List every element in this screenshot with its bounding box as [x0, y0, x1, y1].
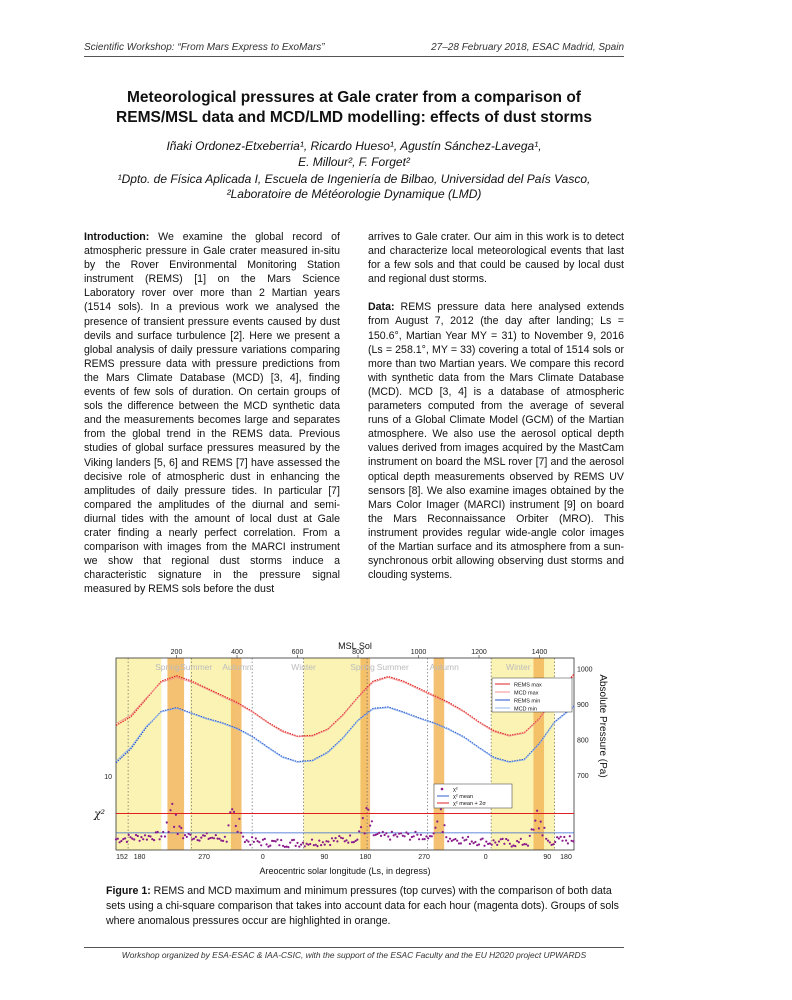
figure-caption: [106, 884, 624, 929]
chi-point: [316, 845, 318, 847]
chi-point: [389, 839, 391, 841]
top-tick-label: 600: [291, 649, 304, 656]
legend-bottom-label: χ²: [453, 787, 458, 794]
chi-point: [424, 838, 426, 840]
chi-point: [404, 835, 406, 837]
chi-point: [237, 831, 239, 833]
chi-point: [483, 845, 485, 847]
chi-point: [491, 844, 493, 846]
chi-point: [531, 828, 533, 830]
chi-point: [534, 820, 536, 822]
chi-point: [518, 841, 520, 843]
chi-point: [124, 837, 126, 839]
chi-point: [561, 840, 563, 842]
chi-point: [509, 843, 511, 845]
top-tick-label: 1000: [410, 649, 427, 656]
chi-point: [547, 840, 549, 842]
x-tick-label: 180: [359, 854, 372, 861]
chi-point: [454, 838, 456, 840]
chi-point: [296, 842, 298, 844]
chi-point: [447, 840, 449, 842]
top-tick-label: 1400: [531, 649, 548, 656]
chi-point: [255, 837, 257, 839]
chi-point: [304, 845, 306, 847]
legend-bottom-swatch: [441, 788, 444, 791]
chi-point: [218, 838, 220, 840]
intro-heading: Introduction:: [84, 231, 150, 243]
season-label: Winter: [506, 662, 531, 672]
season-label: Spring: [350, 662, 375, 672]
chi-point: [425, 835, 427, 837]
x-tick-label: 0: [260, 854, 265, 861]
chi-point: [153, 839, 155, 841]
chi-point: [405, 831, 407, 833]
chi-point: [433, 832, 435, 834]
chi-point: [400, 832, 402, 834]
chi-point: [238, 818, 240, 820]
legend-bottom-label: χ² mean + 2σ: [453, 801, 486, 808]
chi-point: [492, 839, 494, 841]
chi-point: [275, 840, 277, 842]
chi-point: [240, 832, 242, 834]
chi-point: [198, 840, 200, 842]
chi-point: [572, 840, 574, 842]
season-label: Summer: [376, 662, 409, 672]
chi-point: [416, 834, 418, 836]
chi-point: [244, 841, 246, 843]
chi-point: [485, 841, 487, 843]
chi-point: [529, 835, 531, 837]
chi-point: [329, 844, 331, 846]
chi-point: [333, 840, 335, 842]
chi-point: [362, 817, 364, 819]
chi-point: [224, 836, 226, 838]
legend-top-label: REMS max: [514, 682, 542, 689]
chi-point: [353, 841, 355, 843]
authors-line-1: Iñaki Ordonez-Etxeberria¹, Ricardo Hueso¹, Agustín Sánchez-Lavega¹,: [166, 139, 542, 153]
chi-point: [222, 840, 224, 842]
title-line-1: Meteorological pressures at Gale crater from a comparison of: [127, 89, 581, 106]
chi-point: [469, 843, 471, 845]
chi-point: [131, 838, 133, 840]
chi-point: [365, 807, 367, 809]
right-tick-label: 900: [577, 702, 589, 710]
chi-point: [175, 814, 177, 816]
chi-point: [560, 836, 562, 838]
chi-point: [173, 826, 175, 828]
right-tick-label: 700: [577, 773, 589, 781]
x-tick-label: 180: [133, 854, 146, 861]
chi-point: [235, 825, 237, 827]
season-label: Autumn: [222, 662, 252, 672]
chi-point: [563, 836, 565, 838]
chi-point: [407, 833, 409, 835]
legend-bottom-label: χ² mean: [453, 794, 474, 801]
intro-text: We examine the global record of atmospheric pressure in Gale crater measured in-situ by the Rover Environmental Monitoring Station instrument (REMS) [1] on the Mars Science Laboratory rover over more than 2 Martian years (1514 sols). In a previous work we analysed the presence of transient pressure events caused by dust devils and surface turbulence [2]. Here we present a global analysis of daily pressure variations comparing REMS pressure data with pressure predictions from the Mars Climate Database (MCD) [3, 4], finding events of few sols of duration. On certain groups of sols the difference between the MCD synthetic data and the measurements becomes large and separates from the global trend in the REMS data. Previous studies of global surface pressures measured by the Viking landers [5, 6] and REMS [7] have assessed the decisive role of atmospheric dust in enhancing the amplitudes of daily pressure tides. In particular [7] compared the amplitudes of the diurnal and semi-diurnal tides with the amount of local dust at Gale crater finding a nearly perfect correlation. From a comparison with images from the MARCI instrument we show that regional dust storms induce a characteristic signature in the pressure signal measured by REMS sols before the dust: [84, 231, 340, 596]
top-tick-label: 200: [170, 649, 183, 656]
chi-point: [269, 845, 271, 847]
chi-point: [169, 809, 171, 811]
chi-point: [514, 845, 516, 847]
intro-paragraph: [84, 230, 340, 596]
caption-text: REMS and MCD maximum and minimum pressures (top curves) with the comparison of both data sets using a chi-square comparison that takes into account data for each hour (magenta dots). Groups of sols where anomalous pressures occur are highlighted in orange.: [106, 885, 619, 927]
chi-point: [193, 838, 195, 840]
chi-point: [358, 830, 360, 832]
chi-point: [164, 835, 166, 837]
chi-point: [178, 825, 180, 827]
chi-point: [206, 832, 208, 834]
paper-title: [84, 88, 624, 128]
affiliation-1: ¹Dpto. de Física Aplicada I, Escuela de Ingeniería de Bilbao, Universidad del País Vasco,: [117, 172, 591, 186]
x-tick-label: 270: [418, 854, 430, 861]
chi-point: [384, 834, 386, 836]
chi-point: [507, 839, 509, 841]
header-right: 27–28 February 2018, ESAC Madrid, Spain: [431, 42, 624, 53]
affiliation-2: ²Laboratoire de Météorologie Dynamique (LMD): [226, 187, 482, 201]
chi-point: [149, 835, 151, 837]
chi-point: [502, 838, 504, 840]
chi-point: [260, 844, 262, 846]
season-label: Autumn: [429, 662, 459, 672]
data-paragraph: [368, 300, 624, 582]
chi-point: [233, 811, 235, 813]
chi-point: [128, 834, 130, 836]
chi-point: [356, 839, 358, 841]
chi-point: [166, 821, 168, 823]
chi-point: [420, 834, 422, 836]
chi-point: [325, 840, 327, 842]
chi-point: [360, 826, 362, 828]
dust-band: [231, 658, 242, 850]
dust-band: [167, 658, 184, 850]
chi-point: [204, 835, 206, 837]
chi-point: [545, 838, 547, 840]
chi-point: [527, 845, 529, 847]
chi-point: [413, 835, 415, 837]
right-axis-title: Absolute Pressure (Pa): [597, 674, 608, 778]
x-tick-label: 90: [543, 854, 552, 861]
dust-band: [434, 658, 445, 850]
title-line-2: REMS/MSL data and MCD/LMD modelling: effects of dust storms: [116, 109, 592, 126]
left-tick-label: 10: [104, 774, 112, 781]
chi-point: [137, 835, 139, 837]
header-rule: [84, 56, 624, 57]
chi-point: [422, 838, 424, 840]
chi-point: [382, 831, 384, 833]
footer-text: Workshop organized by ESA-ESAC & IAA-CSIC, with the support of the ESAC Faculty and the EU H2020 project UPWARDS: [121, 950, 587, 960]
chi-point: [378, 832, 380, 834]
x-tick-label: 152: [116, 854, 128, 861]
column-right: [368, 230, 624, 596]
chi-point: [249, 844, 251, 846]
chi-point: [142, 838, 144, 840]
chi-point: [436, 820, 438, 822]
chi-point: [159, 838, 161, 840]
chi-point: [264, 838, 266, 840]
x-axis-title: Areocentric solar longitude (Ls, in degress): [259, 866, 431, 876]
legend-top-label: REMS min: [514, 698, 541, 705]
chi-point: [496, 844, 498, 846]
chi-point: [120, 840, 122, 842]
chi-point: [349, 834, 351, 836]
season-label: Summer: [180, 662, 213, 672]
chi-point: [398, 833, 400, 835]
chi-point: [494, 841, 496, 843]
chi-point: [171, 803, 173, 805]
chi-point: [394, 833, 396, 835]
chi-point: [474, 841, 476, 843]
chi-point: [418, 838, 420, 840]
chi-point: [449, 838, 451, 840]
chi-point: [133, 838, 135, 840]
chi-point: [431, 835, 433, 837]
chi-point: [552, 843, 554, 845]
chi-point: [543, 827, 545, 829]
chi-point: [558, 837, 560, 839]
chi-point: [498, 840, 500, 842]
season-band: [304, 658, 368, 850]
chi-point: [195, 836, 197, 838]
chi-point: [119, 841, 121, 843]
chi-point: [385, 832, 387, 834]
chi-point: [253, 841, 255, 843]
chi-point: [278, 844, 280, 846]
chi-point: [391, 831, 393, 833]
chi-point: [229, 811, 231, 813]
chi-point: [427, 837, 429, 839]
season-band: [190, 658, 232, 850]
x-tick-label: 0: [483, 854, 488, 861]
chi-point: [315, 844, 317, 846]
right-tick-label: 1000: [577, 666, 593, 674]
chi-point: [567, 842, 569, 844]
chi-point: [184, 834, 186, 836]
legend-top-label: MCD max: [514, 690, 539, 697]
chi-point: [300, 844, 302, 846]
chi-point: [355, 840, 357, 842]
chi-point: [186, 836, 188, 838]
chi-point: [536, 810, 538, 812]
caption-label: Figure 1:: [106, 885, 151, 897]
top-tick-label: 400: [231, 649, 243, 656]
chi-point: [313, 844, 315, 846]
chi-point: [247, 841, 249, 843]
chi-point: [146, 839, 148, 841]
chi-point: [540, 821, 542, 823]
footer-rule: [84, 947, 624, 948]
chi-point: [482, 838, 484, 840]
chi-point: [554, 841, 556, 843]
chi-point: [177, 833, 179, 835]
chi-point: [258, 841, 260, 843]
chi-point: [231, 808, 233, 810]
chi-point: [345, 839, 347, 841]
chi-point: [311, 839, 313, 841]
chi-point: [160, 835, 162, 837]
chi-point: [293, 839, 295, 841]
chi-point: [189, 834, 191, 836]
chi-point: [144, 834, 146, 836]
authors-line-2: E. Millour², F. Forget²: [298, 155, 410, 169]
chi-point: [320, 844, 322, 846]
chi-point: [556, 836, 558, 838]
chi-point: [139, 840, 141, 842]
figure-1-chart: [84, 640, 624, 880]
chi-point: [460, 842, 462, 844]
chi-point: [538, 827, 540, 829]
chi-point: [409, 839, 411, 841]
chi-point: [227, 824, 229, 826]
chi-point: [295, 845, 297, 847]
chi-point: [342, 837, 344, 839]
data-text: REMS pressure data here analysed extends from August 7, 2012 (the day after landing; Ls = 150.6°, Martian Year MY = 31) to November 9, 2016 (Ls = 258.1°, MY = 33) covering a total of 1514 sols or more than two Martian years. We compare this record with synthetic data from the Mars Climate Database (MCD). MCD [3, 4] is a database of atmospheric parameters computed from the average of several runs of a Global Climate Model (GCM) of the Martian atmosphere. We also use the aerosol optical depth values derived from images acquired by the MastCam instrument on board the MSL rover [7] and the aerosol optical depth measurements observed by REMS UV sensors [8]. We also examine images obtained by the Mars Color Imager (MARCI) instrument [9] on board the Mars Reconnaissance Orbiter (MRO). This instrument provides regular wide-angle color images of the Martian surface and its atmosphere from a sun-synchronous orbit allowing observing dust storms and clouding systems.: [368, 301, 624, 582]
chi-point: [338, 835, 340, 837]
chi-point: [473, 842, 475, 844]
season-band: [116, 658, 161, 850]
chi-point: [387, 835, 389, 837]
chi-point: [322, 841, 324, 843]
chi-point: [569, 835, 571, 837]
chi-point: [364, 832, 366, 834]
chi-point: [456, 840, 458, 842]
chi-point: [373, 834, 375, 836]
chi-point: [445, 836, 447, 838]
chi-point: [162, 831, 164, 833]
chi-point: [371, 820, 373, 822]
chi-point: [126, 841, 128, 843]
chi-point: [525, 843, 527, 845]
chi-point: [266, 843, 268, 845]
chi-point: [168, 831, 170, 833]
top-axis-title: MSL Sol: [338, 641, 372, 651]
running-header: [84, 42, 624, 53]
chi-point: [396, 836, 398, 838]
chi-point: [549, 841, 551, 843]
legend-top-label: MCD min: [514, 706, 537, 713]
chi-point: [369, 825, 371, 827]
chi-point: [226, 841, 228, 843]
chi-point: [462, 837, 464, 839]
x-tick-label: 90: [320, 854, 329, 861]
chi-point: [298, 846, 300, 848]
chi-point: [505, 838, 507, 840]
chi-point: [347, 842, 349, 844]
chi-point: [157, 831, 159, 833]
chi-point: [117, 838, 119, 840]
chi-point: [565, 839, 567, 841]
chi-point: [200, 837, 202, 839]
chi-point: [324, 844, 326, 846]
chi-point: [180, 827, 182, 829]
chi-point: [246, 839, 248, 841]
chi-point: [251, 836, 253, 838]
chi-point: [280, 839, 282, 841]
season-label: Spring: [155, 662, 180, 672]
chi-point: [376, 833, 378, 835]
chi-point: [287, 846, 289, 848]
chi-point: [443, 824, 445, 826]
chi-point: [471, 840, 473, 842]
chi-point: [478, 843, 480, 845]
header-left: Scientific Workshop: “From Mars Express to ExoMars”: [84, 42, 325, 53]
chi-point: [541, 834, 543, 836]
chi-point: [503, 843, 505, 845]
chi-point: [331, 837, 333, 839]
chi-point: [380, 835, 382, 837]
affiliations: [84, 172, 624, 202]
chi-point: [520, 838, 522, 840]
column-left: [84, 230, 340, 610]
chi-point: [367, 809, 369, 811]
chi-point: [434, 827, 436, 829]
x-tick-label: 180: [560, 854, 572, 861]
top-tick-label: 800: [352, 649, 364, 656]
chi-point: [289, 842, 291, 844]
season-label: Winter: [291, 662, 316, 672]
chi-point: [182, 837, 184, 839]
chi-point: [465, 839, 467, 841]
chi-point: [302, 842, 304, 844]
chi-point: [129, 836, 131, 838]
chi-point: [217, 838, 219, 840]
intro-continued: arrives to Gale crater. Our aim in this work is to detect and characterize local meteorological events that last for a few sols and that could be caused by local dust and regional dust storms.: [368, 231, 624, 286]
chi-point: [532, 829, 534, 831]
chi-point: [414, 831, 416, 833]
chi-point: [516, 840, 518, 842]
top-tick-label: 1200: [471, 649, 487, 656]
chi-point: [458, 842, 460, 844]
authors: [84, 138, 624, 170]
chi-point: [335, 837, 337, 839]
chi-point: [215, 834, 217, 836]
chi-point: [327, 841, 329, 843]
chi-point: [442, 831, 444, 833]
chi-point: [467, 836, 469, 838]
chi-point: [276, 839, 278, 841]
chi-point: [336, 840, 338, 842]
chi-point: [440, 808, 442, 810]
chi-point: [318, 840, 320, 842]
chi-axis-label: χ²: [94, 807, 106, 821]
chi-point: [309, 843, 311, 845]
chi-point: [140, 836, 142, 838]
right-tick-label: 800: [577, 737, 589, 745]
data-heading: Data:: [368, 301, 395, 314]
x-tick-label: 270: [198, 854, 210, 861]
chi-point: [242, 836, 244, 838]
chi-point: [213, 837, 215, 839]
